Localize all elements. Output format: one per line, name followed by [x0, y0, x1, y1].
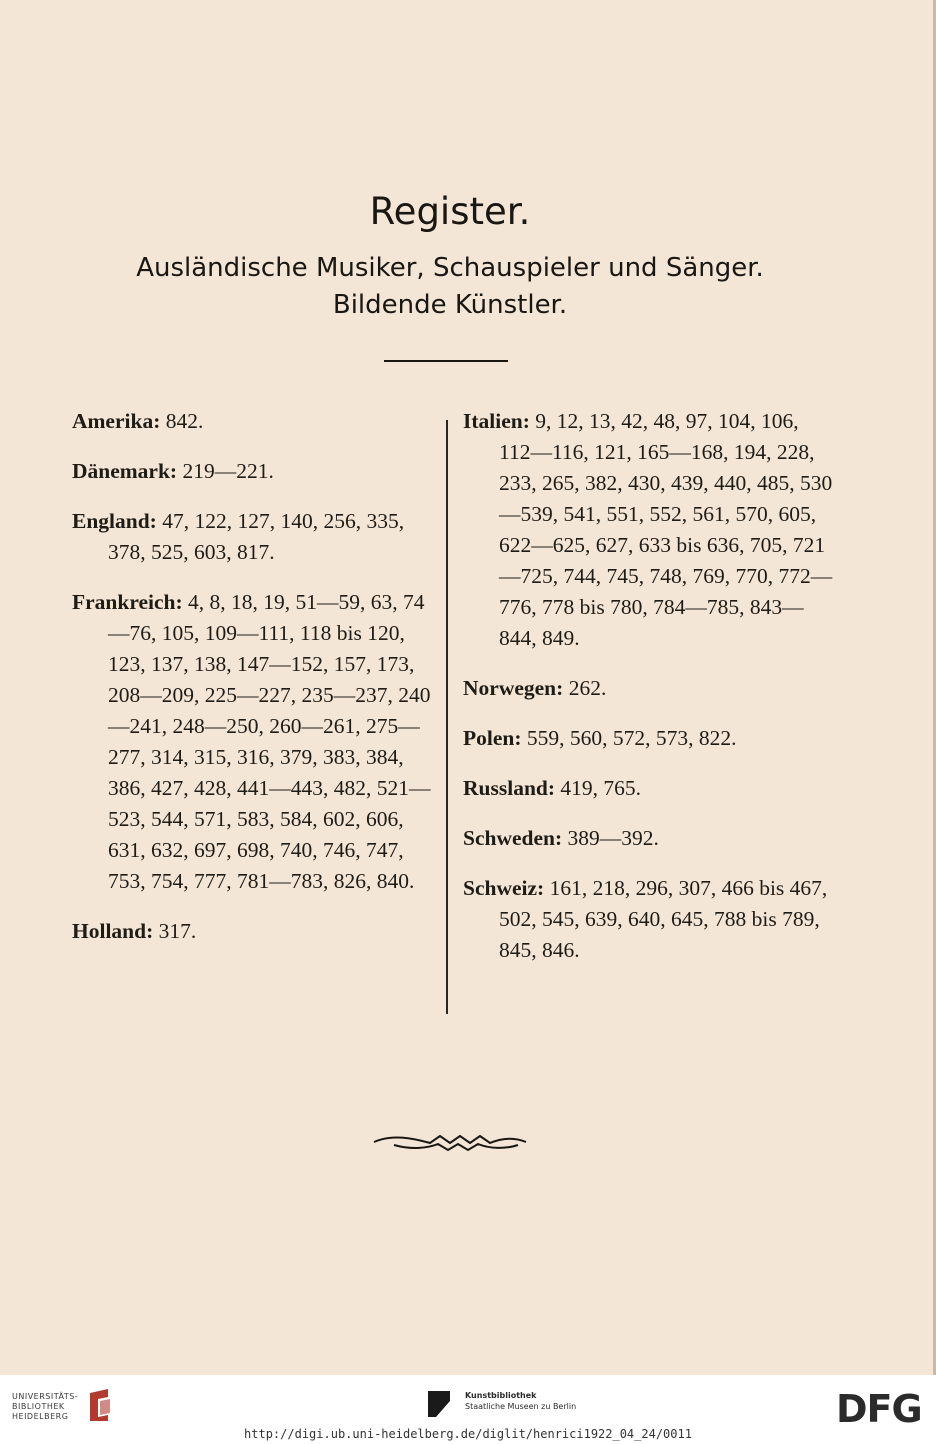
country-name: Russland:: [463, 776, 556, 800]
page-refs: 47, 122, 127, 140, 256, 335, 378, 525, 603, 817.: [108, 509, 405, 564]
page-refs: 219—221.: [182, 459, 274, 483]
register-entry: [463, 873, 833, 966]
library-line: UNIVERSITÄTS-: [12, 1392, 79, 1401]
page-refs: 262.: [568, 676, 607, 700]
country-name: Frankreich:: [72, 590, 183, 614]
column-divider: [446, 420, 448, 1014]
page-subtitle: Ausländische Musiker, Schauspieler und Sänger.: [136, 253, 764, 283]
kunstbibliothek-text: [465, 1390, 576, 1412]
page-refs: 161, 218, 296, 307, 466 bis 467, 502, 545, 639, 640, 645, 788 bis 789, 845, 846.: [499, 876, 828, 962]
register-entry: [463, 823, 833, 854]
register-entry: [463, 406, 833, 654]
register-entry: [72, 916, 444, 947]
register-column-left: [72, 406, 444, 966]
register-entry: [463, 723, 833, 754]
page-refs: 9, 12, 13, 42, 48, 97, 104, 106, 112—116, 121, 165—168, 194, 228, 233, 265, 382, 430, 439, 440, 485, 530—539, 541, 551, 552, 561, 570, 605, 622—625, 627, 633 bis 636, 705, 721—725, 744, 745, 748, 769, 770, 772—776, 778 bis 780, 784—785, 843—844, 849.: [499, 409, 833, 650]
country-name: Schweiz:: [463, 876, 545, 900]
ornament-flourish-icon: [372, 1128, 528, 1158]
page-refs: 317.: [158, 919, 197, 943]
country-name: England:: [72, 509, 157, 533]
kunstbibliothek-logo-icon: [428, 1391, 454, 1421]
kb-name: Kunstbibliothek: [465, 1391, 537, 1400]
register-entry: [72, 587, 444, 897]
country-name: Dänemark:: [72, 459, 178, 483]
page-subtitle-2: Bildende Künstler.: [332, 290, 568, 320]
page-refs: 4, 8, 18, 19, 51—59, 63, 74—76, 105, 109—111, 118 bis 120, 123, 137, 138, 147—152, 157, 173, 208—209, 225—227, 235—237, 240—241, 248—250, 260—261, 275—277, 314, 315, 316, 379, 383, 384, 386, 427, 428, 441—443, 482, 521—523, 544, 571, 583, 584, 602, 606, 631, 632, 697, 698, 740, 746, 747, 753, 754, 777, 781—783, 826, 840.: [108, 590, 431, 893]
register-entry: [72, 406, 444, 437]
country-name: Holland:: [72, 919, 154, 943]
source-url[interactable]: http://digi.ub.uni-heidelberg.de/diglit/henrici1922_04_24/0011: [244, 1427, 692, 1441]
kb-subtitle: Staatliche Museen zu Berlin: [465, 1402, 577, 1411]
country-name: Schweden:: [463, 826, 563, 850]
library-line: HEIDELBERG: [12, 1412, 69, 1421]
library-logo-icon: [86, 1387, 114, 1423]
page-refs: 559, 560, 572, 573, 822.: [526, 726, 737, 750]
country-name: Amerika:: [72, 409, 161, 433]
page-refs: 419, 765.: [560, 776, 642, 800]
page-refs: 389—392.: [567, 826, 659, 850]
dfg-logo: DFG: [836, 1387, 922, 1431]
register-entry: [463, 773, 833, 804]
page-title: Register.: [369, 190, 531, 233]
register-column-right: [463, 406, 833, 985]
country-name: Polen:: [463, 726, 522, 750]
footer-bar: [0, 1375, 936, 1444]
library-line: BIBLIOTHEK: [12, 1402, 65, 1411]
register-entry: [72, 456, 444, 487]
country-name: Norwegen:: [463, 676, 564, 700]
title-rule: [384, 360, 508, 362]
register-entry: [72, 506, 444, 568]
country-name: Italien:: [463, 409, 530, 433]
register-entry: [463, 673, 833, 704]
page-refs: 842.: [165, 409, 204, 433]
library-logo-text: [12, 1392, 78, 1422]
